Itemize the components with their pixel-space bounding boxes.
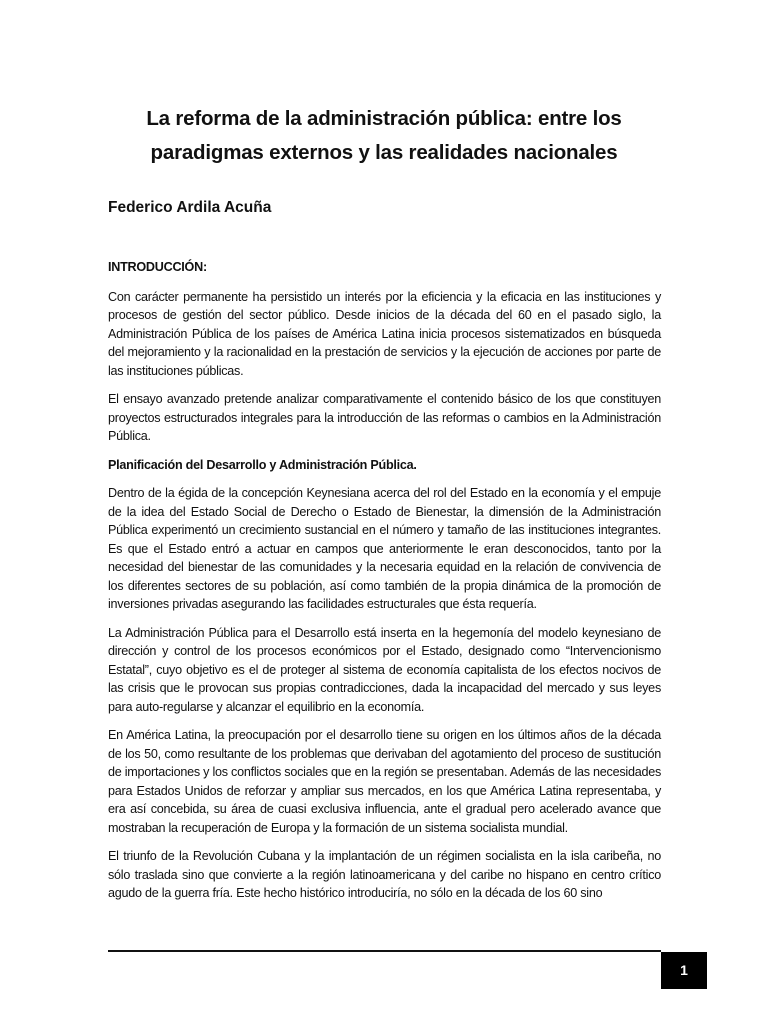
title-line-1: La reforma de la administración pública: entre los — [146, 106, 622, 130]
paragraph-2: El ensayo avanzado pretende analizar comparativamente el contenido básico de los que constituyen proyectos estructurados integrales para la introducción de las reformas o cambios en la Administración Pública. — [108, 392, 661, 443]
author-name: Federico Ardila Acuña — [108, 199, 272, 216]
document-body — [108, 258, 661, 913]
paragraph-3: Dentro de la égida de la concepción Keynesiana acerca del rol del Estado en la economía y el empuje de la idea del Estado Social de Derecho o Estado de Bienestar, la dimensión de la Administración Pública experimentó un crecimiento sustancial en el número y tamaño de las instituciones integrantes. Es que el Estado entró a actuar en campos que anteriormente le eran desconocidos, tanto por la necesidad del bienestar de las comunidades y la necesaria equidad en la relación de convivencia de los diferentes sectores de su población, así como también de la propia dinámica de la promoción de inversiones privadas asegurando las facilidades estructurales que ésta requería. — [108, 486, 661, 611]
section-heading-introduction: INTRODUCCIÓN: — [108, 260, 207, 274]
paragraph-4: La Administración Pública para el Desarrollo está inserta en la hegemonía del modelo keynesiano de dirección y control de los procesos económicos por el Estado, designado como “Intervencionismo Estatal”, cuyo objetivo es el de proteger al sistema de economía capitalista de los efectos nocivos de las crisis que le provocan sus propias contradicciones, dada la incapacidad del mercado y sus leyes para auto-regularse y alcanzar el equilibrio en la economía. — [108, 625, 661, 714]
title-line-2: paradigmas externos y las realidades nacionales — [150, 140, 618, 164]
paragraph-6: El triunfo de la Revolución Cubana y la implantación de un régimen socialista en la isla caribeña, no sólo traslada sino que convierte a la región latinoamericana y del caribe no hispano en centro crítico agudo de la guerra fría. Este hecho histórico introduciría, no sólo en la década de los 60 sino — [108, 849, 661, 900]
page-number-badge: 1 — [661, 952, 707, 989]
section-heading-planning: Planificación del Desarrollo y Administración Pública. — [108, 457, 417, 472]
paragraph-5: En América Latina, la preocupación por el desarrollo tiene su origen en los últimos años de la década de los 50, como resultante de los problemas que derivaban del agotamiento del proceso de sustitución de importaciones y los conflictos sociales que en la región se presentaban. Además de las necesidades para Estados Unidos de reforzar y ampliar sus mercados, en los que América Latina representaba, y era así concebida, su área de cuasi exclusiva influencia, ante el gradual pero acelerado avance que mostraban la recuperación de Europa y la formación de un sistema socialista mundial. — [108, 728, 662, 835]
footer-divider — [108, 950, 661, 952]
paragraph-1: Con carácter permanente ha persistido un interés por la eficiencia y la eficacia en las instituciones y procesos de gestión del sector público. Desde inicios de la década del 60 en el pasado siglo, la Administración Pública de los países de América Latina inicia procesos sistematizados en búsqueda del mejoramiento y la racionalidad en la prestación de servicios y la ejecución de acciones por parte de las instituciones públicas. — [108, 289, 661, 378]
document-title — [108, 102, 660, 170]
